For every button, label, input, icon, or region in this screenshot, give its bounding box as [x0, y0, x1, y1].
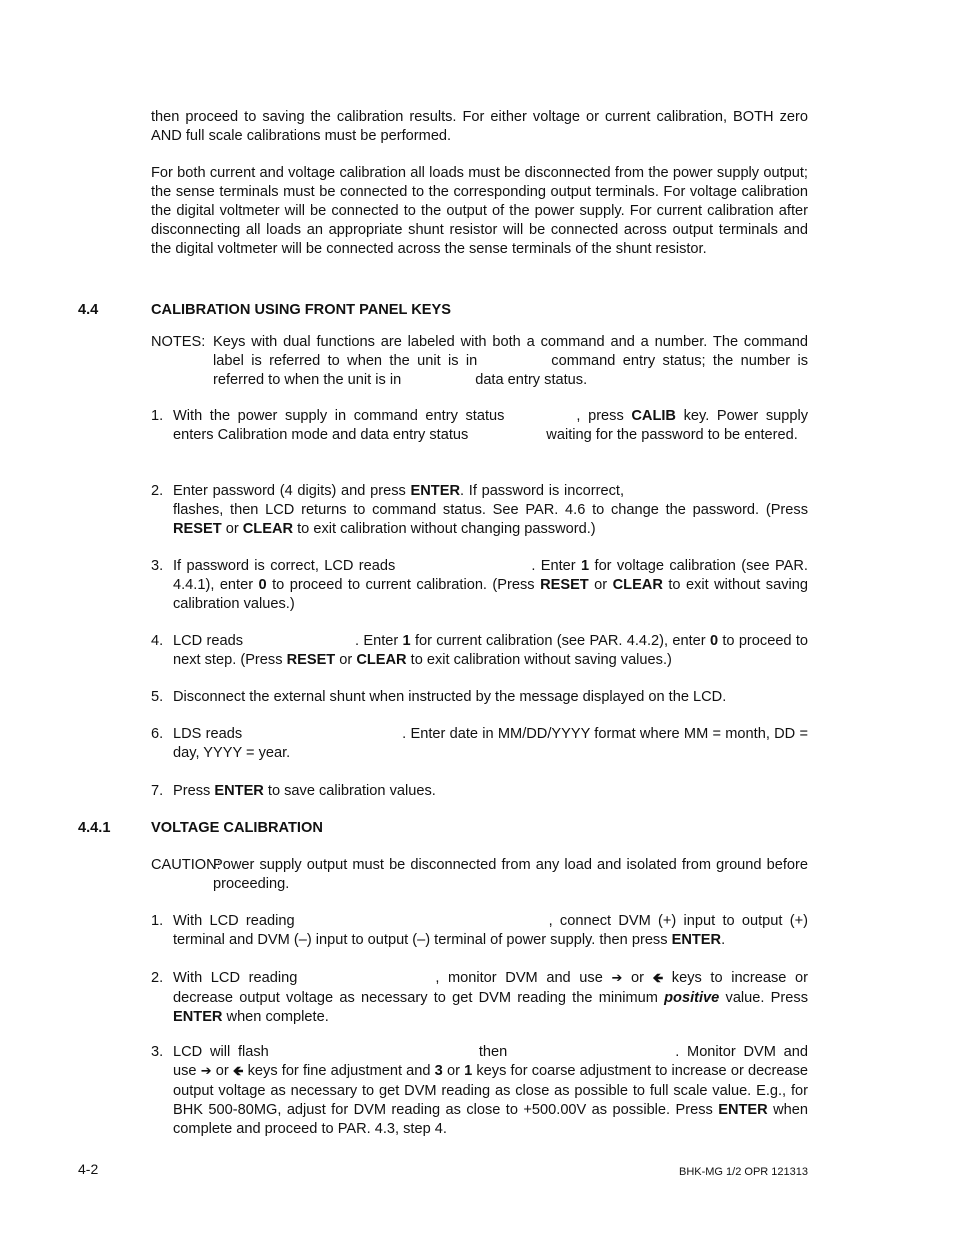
calibration-setup-paragraph: For both current and voltage calibration all loads must be disconnected from the power supply output; the sense terminals must be connected to the corresponding output terminals. For voltage calibration the digital voltmeter will be connected to the output of the power supply. For current calibration after disconnecting all loads an appropriate shunt resistor will be connected across output terminals and the digital voltmeter will be connected across the sense terminals of the shunt resistor.: [151, 165, 808, 257]
step-text: or: [594, 576, 608, 593]
intro-paragraph-continuation: then proceed to saving the calibration results. For either voltage or current calibration, BOTH zero AND full scale calibrations must be performed.: [151, 109, 808, 144]
step-text: or: [215, 1062, 229, 1079]
step-text: . Enter date in MM/DD/YYYY format where MM = month, DD = day, YYYY = year.: [173, 726, 808, 761]
step-text: to proceed to next step. (Press: [173, 633, 809, 668]
step-4-4-1-1: [151, 912, 808, 950]
arrow-left-icon: 🡸: [652, 971, 664, 986]
step-text: With the power supply in command entry status: [173, 408, 505, 424]
step-text: .: [721, 931, 726, 948]
section-number: 4.4.1: [78, 820, 111, 836]
step-text: waiting for the password to be entered.: [546, 426, 798, 443]
step-text: Press: [173, 783, 211, 799]
key-clear: CLEAR: [612, 576, 663, 593]
key-calib: CALIB: [631, 408, 676, 424]
step-number: 1.: [151, 408, 164, 424]
key-1: 1: [464, 1062, 473, 1079]
key-reset: RESET: [286, 651, 336, 668]
step-text: keys to increase or decrease output voltage as necessary to get DVM reading the minimum: [173, 970, 808, 1006]
step-text: keys for fine adjustment and: [247, 1062, 431, 1079]
emphasis-positive: positive: [664, 989, 720, 1006]
notes-text-b: command entry status; the number is referred to when the unit is in: [213, 352, 808, 388]
notes-label: NOTES:: [151, 334, 206, 350]
step-text: With LCD reading: [173, 913, 295, 929]
step-text: when complete.: [226, 1008, 329, 1025]
caution-text: Power supply output must be disconnected from any load and isolated from ground before proceeding.: [213, 857, 808, 892]
arrow-right-icon: ➔: [611, 971, 623, 986]
step-number: 2.: [151, 970, 164, 986]
step-text: , press: [576, 408, 624, 424]
section-title: VOLTAGE CALIBRATION: [151, 820, 323, 836]
step-text: key. Power supply enters Calibration mode and data entry status: [173, 408, 809, 443]
step-text: or: [630, 970, 644, 986]
step-text: . If password is incorrect,: [460, 483, 624, 499]
key-clear: CLEAR: [356, 651, 407, 668]
step-text: LCD reads: [173, 633, 243, 649]
step-text: . Enter: [531, 558, 576, 574]
notes-text-a: Keys with dual functions are labeled with both a command and a number. The command label is referred to when the unit is in: [213, 334, 808, 369]
step-text: to save calibration values.: [267, 783, 436, 799]
step-4-4-1-2: [151, 969, 808, 1027]
step-4-4-3: [151, 557, 808, 614]
step-text: . Enter: [355, 633, 399, 649]
caution-label: CAUTION:: [151, 857, 221, 873]
step-number: 6.: [151, 726, 164, 742]
page-number: 4-2: [78, 1161, 99, 1177]
step-text: to exit without saving calibration values.): [173, 576, 808, 612]
step-text: With LCD reading: [173, 970, 298, 986]
step-4-4-4: [151, 632, 808, 670]
step-text: keys for coarse adjustment to increase or decrease output voltage as necessary to get DVM reading as close as possible to full scale value. E.g., for BHK 500-80MG, adjust for DVM reading as close to +500.00V as possible. Press: [173, 1062, 808, 1118]
step-text: . Monitor DVM and use: [173, 1044, 808, 1079]
step-text: LDS reads: [173, 726, 243, 742]
key-1: 1: [402, 633, 411, 649]
arrow-right-icon: ➔: [200, 1063, 212, 1079]
step-4-4-1-3: [151, 1043, 808, 1139]
step-4-4-6: [151, 725, 808, 763]
caution-block: [151, 856, 808, 894]
step-text: LCD will flash: [173, 1044, 269, 1060]
section-number: 4.4: [78, 302, 99, 318]
key-reset: RESET: [540, 576, 589, 593]
step-text: or: [339, 651, 353, 668]
step-text: Disconnect the external shunt when instructed by the message displayed on the LCD.: [173, 689, 727, 705]
arrow-left-icon: 🡸: [232, 1063, 244, 1079]
step-text: for voltage calibration (see PAR. 4.4.1), enter: [173, 558, 808, 593]
step-text: for current calibration (see PAR. 4.4.2), enter: [414, 633, 706, 649]
key-enter: ENTER: [214, 783, 264, 799]
step-text: , connect DVM (+) input to output (+) terminal and DVM (–) input to output (–) terminal of power supply. then press: [173, 913, 808, 948]
key-clear: CLEAR: [242, 520, 294, 537]
key-enter: ENTER: [718, 1101, 768, 1118]
step-text: to exit calibration without saving values.): [410, 651, 672, 668]
step-number: 7.: [151, 783, 164, 799]
key-reset: RESET: [173, 520, 222, 537]
step-number: 3.: [151, 1044, 164, 1060]
notes-block: [151, 333, 808, 390]
document-id: BHK-MG 1/2 OPR 121313: [678, 1166, 808, 1178]
step-text: , monitor DVM and use: [435, 970, 603, 986]
step-text: when complete and proceed to PAR. 4.3, step 4.: [173, 1101, 808, 1137]
step-text: or: [446, 1062, 460, 1079]
step-text: then: [478, 1044, 508, 1060]
step-text: If password is correct, LCD reads: [173, 558, 396, 574]
step-number: 2.: [151, 483, 164, 499]
key-enter: ENTER: [410, 483, 460, 499]
key-0: 0: [709, 633, 719, 649]
section-title: CALIBRATION USING FRONT PANEL KEYS: [151, 302, 451, 318]
step-number: 3.: [151, 558, 164, 574]
step-text: flashes, then LCD returns to command status. See PAR. 4.6 to change the password. (Press: [173, 501, 808, 518]
step-text: to proceed to current calibration. (Press: [272, 576, 535, 593]
step-text: value. Press: [725, 989, 808, 1006]
step-number: 4.: [151, 633, 164, 649]
step-4-4-5: [151, 688, 808, 707]
step-number: 5.: [151, 689, 164, 705]
step-number: 1.: [151, 913, 164, 929]
step-text: or: [225, 520, 239, 537]
step-4-4-1: [151, 407, 808, 445]
key-0: 0: [258, 576, 267, 593]
step-4-4-7: [151, 782, 808, 801]
key-enter: ENTER: [173, 1008, 223, 1025]
step-text: Enter password (4 digits) and press: [173, 483, 406, 499]
key-1: 1: [581, 558, 590, 574]
step-text: to exit calibration without changing password.): [297, 520, 596, 537]
notes-text-c: data entry status.: [475, 371, 588, 388]
step-4-4-2: [151, 482, 808, 539]
key-3: 3: [434, 1062, 443, 1079]
key-enter: ENTER: [671, 931, 722, 948]
